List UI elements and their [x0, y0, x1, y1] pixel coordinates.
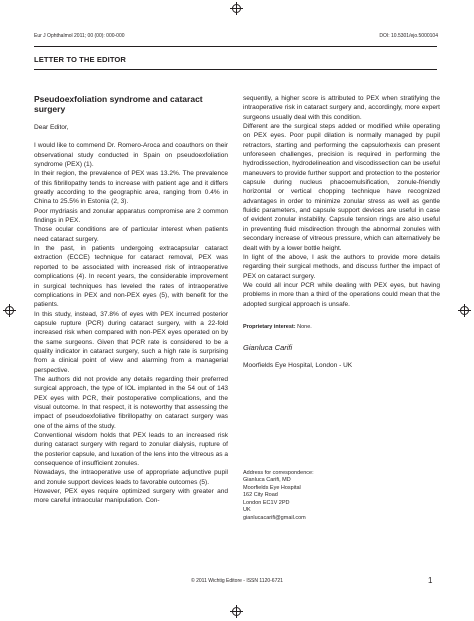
correspondence-address — [243, 470, 440, 523]
section-rule — [34, 69, 437, 70]
footer-copyright: © 2011 Wichtig Editore - ISSN 1120-6721 — [191, 578, 283, 584]
section-label: LETTER TO THE EDITOR — [34, 55, 127, 64]
paragraph: Poor mydriasis and zonular apparatus compromise are 2 common findings in PEX. — [34, 207, 228, 225]
email-link[interactable]: gianlucacarifi@gmail.com — [243, 514, 306, 521]
doi: DOI: 10.5301/ejo.5000104 — [379, 33, 438, 39]
address-line: Moorfields Eye Hospital — [243, 484, 301, 491]
paragraph: Nowadays, the intraoperative use of appropriate adjunctive pupil and zonule support devices leads to favorable outcomes (5). — [34, 469, 228, 486]
paragraph: Conventional wisdom holds that PEX leads to an increased risk during cataract surgery with regard to zonular dialysis, rupture of the posterior capsule, and luxation of the lens into the vitreous as a consequence of insufficient zonules. — [34, 432, 228, 468]
left-column — [34, 94, 228, 506]
proprietary-label: Proprietary interest: — [243, 323, 296, 330]
registration-mark-left — [5, 306, 14, 315]
paragraph: I would like to commend Dr. Romero-Aroca and coauthors on their observational study conducted in Spain on pseudoexfoliation syndrome (PEX) (1). — [34, 142, 228, 169]
registration-mark-right — [460, 306, 469, 315]
paragraph: We could all incur PCR while dealing with PEX eyes, but having problems in more than a third of the operations could mean that the adopted surgical approach is unsafe. — [243, 281, 440, 308]
journal-citation: Eur J Ophthalmol 2011; 00 (00): 000-000 — [34, 33, 125, 39]
paragraph: The authors did not provide any details regarding their preferred surgical approach, the type of IOL implanted in the 54 out of 143 PEX eyes with PCR, their postoperative complications, and the visual outcome. In that respect, it is noteworthy that assessing the impact of pseudoexfoliative fibrillopathy on cataract surgery was one of the aims of the study. — [34, 375, 228, 430]
paragraph: Different are the surgical steps added or modified while operating on PEX eyes. Poor pupil dilation is normally managed by pupil retractors, starting and performing the capsulorhexis can present unforeseen challenges, precision is required in performing the hydrodissection, hydrodelineation and viscodissection can be useful maneuvers to provide further support and protection to the posterior capsule during nucleus phacoemulsification, zonule-friendly horizontal or vertical chopping technique have recognized advantages in order to minimize zonular stress as well as gentle fluidic parameters, and capsule support devices are useful in case of evident zonular instability. Capsule tension rings are also useful in preventing fluid misdirection through the abnormal zonules with secondary increase of vitreous pressure, which can alternatively be dealt with by a lower bottle height. — [243, 123, 440, 252]
address-line: Address for correspondence: — [243, 469, 314, 476]
address-line: Gianluca Carifi, MD — [243, 477, 291, 484]
paragraph: In their region, the prevalence of PEX was 13.2%. The prevalence of this fibrillopathy tends to increase with patient age and it differs greatly according to the geographic area, ranging from 0.4% in China to 25.5% in Estonia (2, 3). — [34, 170, 228, 206]
address-line: 162 City Road — [243, 492, 278, 499]
proprietary-value: None. — [297, 323, 312, 330]
address-line: London EC1V 2PD — [243, 499, 290, 506]
paragraph: However, PEX eyes require optimized surgery with greater and more careful intraocular manipulation. Con- — [34, 488, 228, 505]
right-column — [243, 94, 440, 522]
paragraph: In the past, in patients undergoing extracapsular cataract extraction (ECCE) technique for cataract removal, PEX was reported to be associated with increased risk of intraoperative complications (4). In recent years, the considerable improvement in surgical techniques has leveled the rates of intraoperative complications in PEX and non-PEX eyes (5), with benefit for the patients. — [34, 245, 228, 309]
paragraph: In this study, instead, 37.8% of eyes with PEX incurred posterior capsule rupture (PCR) during cataract surgery, with a 22-fold increased risk when compared with non-PEX eyes operated on by the same surgeons. Given that PCR rate is considered to be a quality indicator in cataract surgery, such a high rate is surprising from a clinical point of view and alarming from a managerial perspective. — [34, 310, 228, 374]
paragraph: sequently, a higher score is attributed to PEX when stratifying the intraoperative risk in cataract surgery and, accordingly, more expert surgeons usually deal with this condition. — [243, 95, 440, 121]
salutation: Dear Editor, — [34, 124, 69, 131]
paragraph: Those ocular conditions are of particular interest when patients need cataract surgery. — [34, 226, 228, 243]
registration-mark-bottom — [232, 607, 241, 616]
author-affiliation: Moorfields Eye Hospital, London - UK — [243, 361, 353, 369]
registration-mark-top — [232, 4, 241, 13]
proprietary-interest — [243, 323, 440, 332]
article-title: Pseudoexfoliation syndrome and cataract surgery — [34, 94, 203, 114]
page-number: 1 — [428, 576, 433, 585]
address-line: UK — [243, 507, 251, 514]
header-rule — [34, 46, 437, 47]
author-name: Gianluca Carifi — [243, 343, 293, 353]
paragraph: In light of the above, I ask the authors to provide more details regarding their surgical methods, and discuss further the impact of PEX on cataract surgery. — [243, 253, 440, 280]
